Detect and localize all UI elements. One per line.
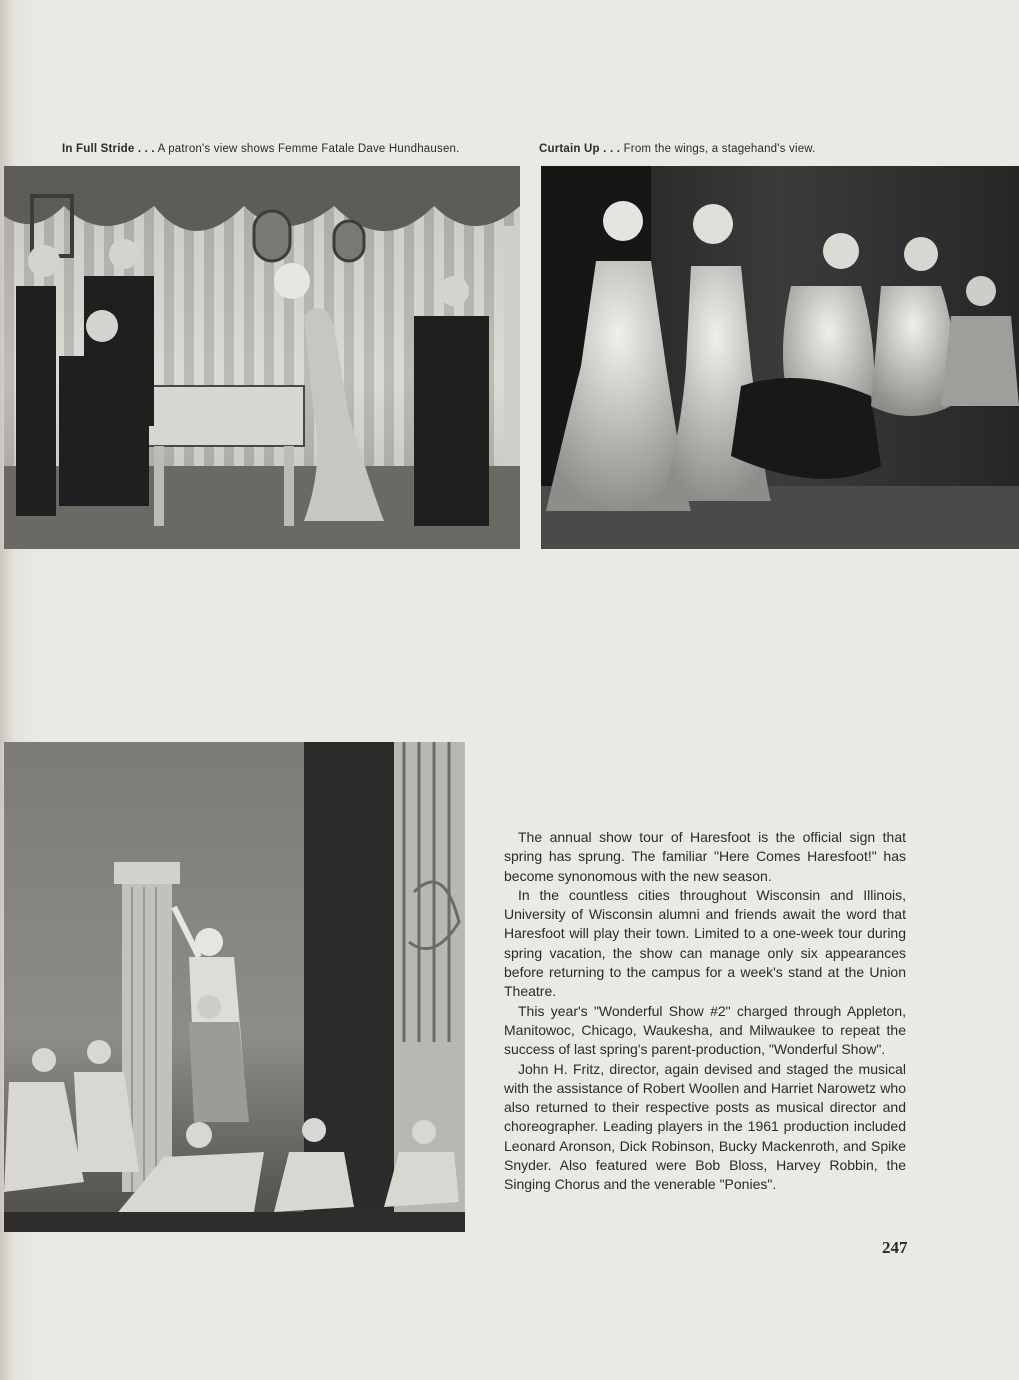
article-body [504,828,906,1195]
caption-in-full-stride [62,143,460,155]
paragraph: In the countless cities throughout Wisconsin and Illinois, University of Wisconsin alumni and friends await the word that Haresfoot will play their town. Limited to a one-week tour during spring vacation, the show can manage only six appearances before returning to the campus for a week's stand at the Union Theatre. [504,886,906,1000]
paragraph: This year's "Wonderful Show #2" charged through Appleton, Manitowoc, Chicago, Waukesha, and Milwaukee to repeat the success of last spring's parent-production, "Wonderful Show". [504,1002,906,1058]
caption-curtain-up [539,143,816,155]
photo-chorus-line [541,166,1019,549]
caption-lead: In Full Stride . . . [62,143,155,155]
caption-lead: Curtain Up . . . [539,143,621,155]
caption-text: From the wings, a stagehand's view. [623,143,816,155]
photo-stage-scene-piano [4,166,520,549]
paragraph: John H. Fritz, director, again devised and staged the musical with the assistance of Robert Woollen and Harriet Narowetz who also returned to their respective posts as musical director and choreographer. Leading players in the 1961 production included Leonard Aronson, Dick Robinson, Bucky Mackenroth, and Spike Snyder. Also featured were Bob Bloss, Harvey Robbin, the Singing Chorus and the venerable "Ponies". [504,1060,906,1193]
photo-column-scene [4,742,465,1232]
paragraph: The annual show tour of Haresfoot is the official sign that spring has sprung. The familiar "Here Comes Haresfoot!" has become synonomous with the new season. [504,829,906,884]
caption-text: A patron's view shows Femme Fatale Dave Hundhausen. [157,143,460,155]
page-number: 247 [882,1238,908,1257]
